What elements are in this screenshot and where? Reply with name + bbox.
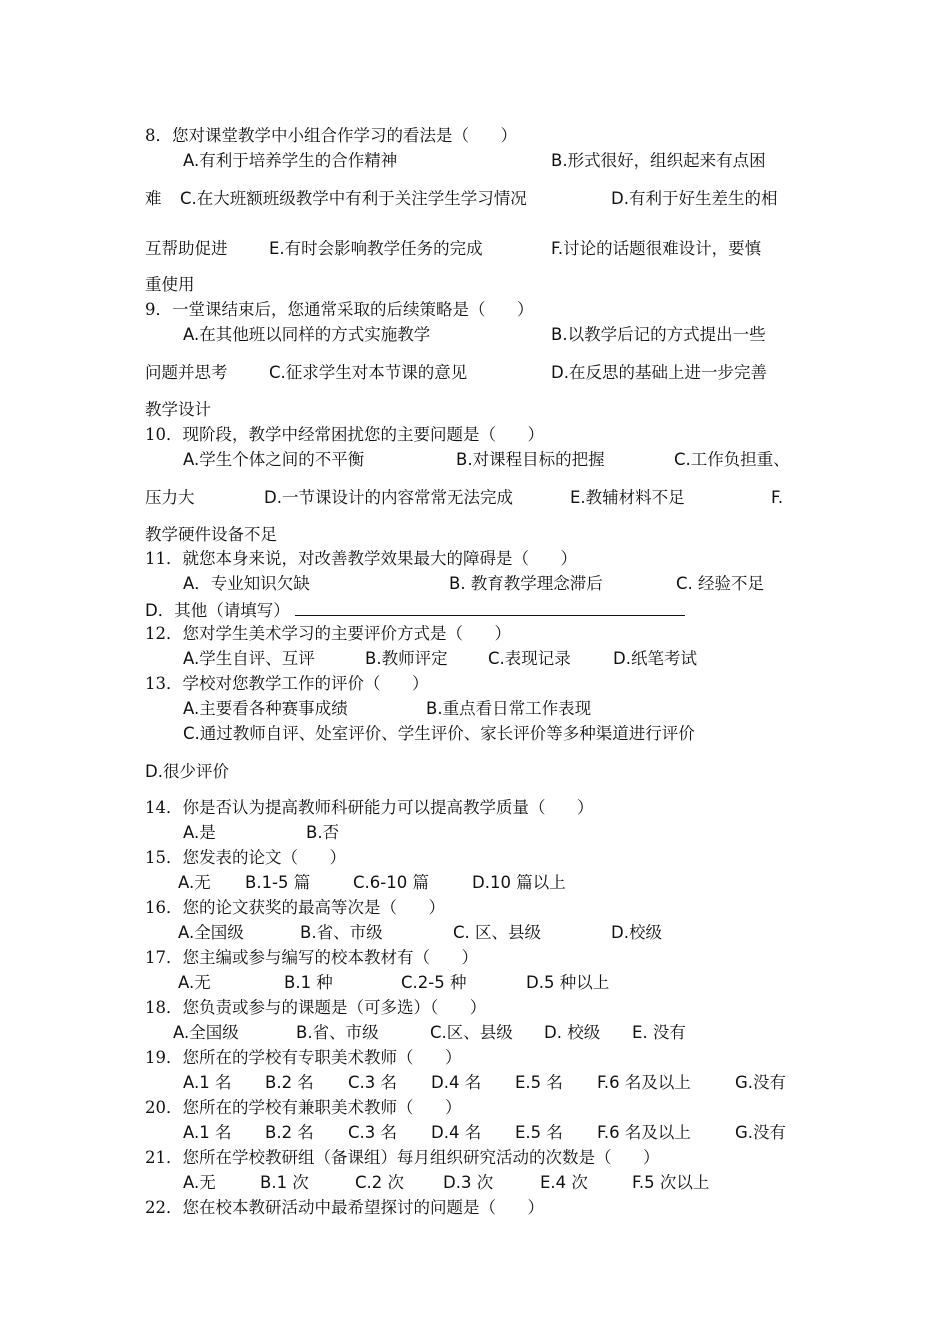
q22-stem: 22．您在校本教研活动中最希望探讨的问题是（ ）: [145, 1198, 544, 1217]
q8-option-a: A.有利于培养学生的合作精神: [183, 151, 398, 170]
fill-in-blank-line[interactable]: [295, 601, 685, 616]
q10-stem: 10．现阶段，教学中经常困扰您的主要问题是（ ）: [145, 425, 544, 444]
q13-option-b: B.重点看日常工作表现: [426, 699, 592, 718]
q15-option-a: A.无: [178, 873, 211, 892]
q15-stem: 15．您发表的论文（ ）: [145, 848, 346, 867]
q16-option-c: C. 区、县级: [453, 923, 542, 942]
q20-option-a: A.1 名: [183, 1123, 232, 1142]
q20-option-c: C.3 名: [348, 1123, 398, 1142]
q16-option-d: D.校级: [611, 923, 662, 942]
q10-option-c: C.工作负担重、: [674, 450, 790, 469]
q21-option-e: E.4 次: [540, 1173, 588, 1192]
q9-option-c: C.征求学生对本节课的意见: [269, 363, 468, 382]
q19-option-g: G.没有: [735, 1073, 787, 1092]
q8-option-f: F.讨论的话题很难设计，要慎: [551, 239, 762, 258]
q19-option-b: B.2 名: [265, 1073, 314, 1092]
q18-option-a: A.全国级: [173, 1023, 239, 1042]
q10-option-d: D.一节课设计的内容常常无法完成: [264, 488, 513, 507]
q21-option-f: F.5 次以上: [632, 1173, 710, 1192]
q19-stem: 19．您所在的学校有专职美术教师（ ）: [145, 1048, 462, 1067]
q19-option-d: D.4 名: [431, 1073, 482, 1092]
q18-option-d: D. 校级: [544, 1023, 601, 1042]
q18-option-c: C.区、县级: [430, 1023, 513, 1042]
q8-stem: 8．您对课堂教学中小组合作学习的看法是（ ）: [145, 126, 517, 145]
q8-option-f-cont: 重使用: [145, 275, 195, 294]
q9-option-a: A.在其他班以同样的方式实施教学: [183, 325, 431, 344]
q20-option-g: G.没有: [735, 1123, 787, 1142]
q9-stem: 9．一堂课结束后，您通常采取的后续策略是（ ）: [145, 300, 534, 319]
q19-option-a: A.1 名: [183, 1073, 232, 1092]
q13-option-d: D.很少评价: [145, 762, 229, 781]
q20-stem: 20．您所在的学校有兼职美术教师（ ）: [145, 1098, 462, 1117]
q11-option-d: [145, 601, 685, 620]
q17-option-c: C.2-5 种: [401, 973, 467, 992]
q8-option-b-cont: 难: [145, 189, 162, 208]
q10-option-f: F.: [771, 488, 784, 507]
q18-stem: 18．您负责或参与的课题是（可多选）（ ）: [145, 998, 487, 1017]
q11-option-d-label: D．其他（请填写）: [145, 601, 290, 620]
q11-option-c: C. 经验不足: [676, 574, 765, 593]
q10-option-e: E.教辅材料不足: [570, 488, 685, 507]
q21-option-c: C.2 次: [355, 1173, 405, 1192]
q8-option-b: B.形式很好，组织起来有点困: [551, 151, 766, 170]
q19-option-f: F.6 名及以上: [597, 1073, 691, 1092]
q17-option-b: B.1 种: [284, 973, 333, 992]
q12-option-a: A.学生自评、互评: [183, 649, 315, 668]
q11-option-a: A．专业知识欠缺: [183, 574, 310, 593]
q14-stem: 14．你是否认为提高教师科研能力可以提高教学质量（ ）: [145, 798, 594, 817]
q21-stem: 21．您所在学校教研组（备课组）每月组织研究活动的次数是（ ）: [145, 1148, 660, 1167]
q19-option-e: E.5 名: [515, 1073, 563, 1092]
q10-option-b: B.对课程目标的把握: [456, 450, 605, 469]
q20-option-d: D.4 名: [431, 1123, 482, 1142]
q15-option-c: C.6-10 篇: [353, 873, 429, 892]
q20-option-e: E.5 名: [515, 1123, 563, 1142]
q18-option-e: E. 没有: [632, 1023, 686, 1042]
q13-option-a: A.主要看各种赛事成绩: [183, 699, 348, 718]
q21-option-a: A.无: [183, 1173, 216, 1192]
q8-option-d-cont: 互帮助促进: [145, 239, 228, 258]
q13-stem: 13．学校对您教学工作的评价（ ）: [145, 674, 429, 693]
q16-stem: 16．您的论文获奖的最高等次是（ ）: [145, 898, 445, 917]
q17-stem: 17．您主编或参与编写的校本教材有（ ）: [145, 948, 478, 967]
q18-option-b: B.省、市级: [296, 1023, 379, 1042]
q12-option-d: D.纸笔考试: [613, 649, 697, 668]
q9-option-d: D.在反思的基础上进一步完善: [551, 363, 767, 382]
q8-option-e: E.有时会影响教学任务的完成: [269, 239, 483, 258]
q12-option-c: C.表现记录: [488, 649, 571, 668]
q17-option-a: A.无: [178, 973, 211, 992]
q14-option-b: B.否: [306, 823, 340, 842]
q10-option-c-cont: 压力大: [145, 488, 195, 507]
q9-option-d-cont: 教学设计: [145, 400, 211, 419]
q17-option-d: D.5 种以上: [526, 973, 610, 992]
q8-option-c: C.在大班额班级教学中有利于关注学生学习情况: [180, 189, 527, 208]
q8-option-d: D.有利于好生差生的相: [611, 189, 778, 208]
q20-option-b: B.2 名: [265, 1123, 314, 1142]
q21-option-b: B.1 次: [260, 1173, 309, 1192]
q11-option-b: B. 教育教学理念滞后: [449, 574, 603, 593]
q16-option-a: A.全国级: [178, 923, 244, 942]
q10-option-a: A.学生个体之间的不平衡: [183, 450, 365, 469]
q14-option-a: A.是: [183, 823, 216, 842]
q13-option-c: C.通过教师自评、处室评价、学生评价、家长评价等多种渠道进行评价: [183, 724, 695, 743]
q15-option-b: B.1-5 篇: [245, 873, 311, 892]
q9-option-b-cont: 问题并思考: [145, 363, 228, 382]
q10-option-f-cont: 教学硬件设备不足: [145, 525, 277, 544]
q11-stem: 11．就您本身来说，对改善教学效果最大的障碍是（ ）: [145, 549, 577, 568]
q9-option-b: B.以教学后记的方式提出一些: [551, 325, 766, 344]
q12-option-b: B.教师评定: [365, 649, 448, 668]
q19-option-c: C.3 名: [348, 1073, 398, 1092]
q16-option-b: B.省、市级: [300, 923, 383, 942]
q20-option-f: F.6 名及以上: [597, 1123, 691, 1142]
q15-option-d: D.10 篇以上: [472, 873, 566, 892]
q12-stem: 12．您对学生美术学习的主要评价方式是（ ）: [145, 624, 511, 643]
q21-option-d: D.3 次: [443, 1173, 494, 1192]
